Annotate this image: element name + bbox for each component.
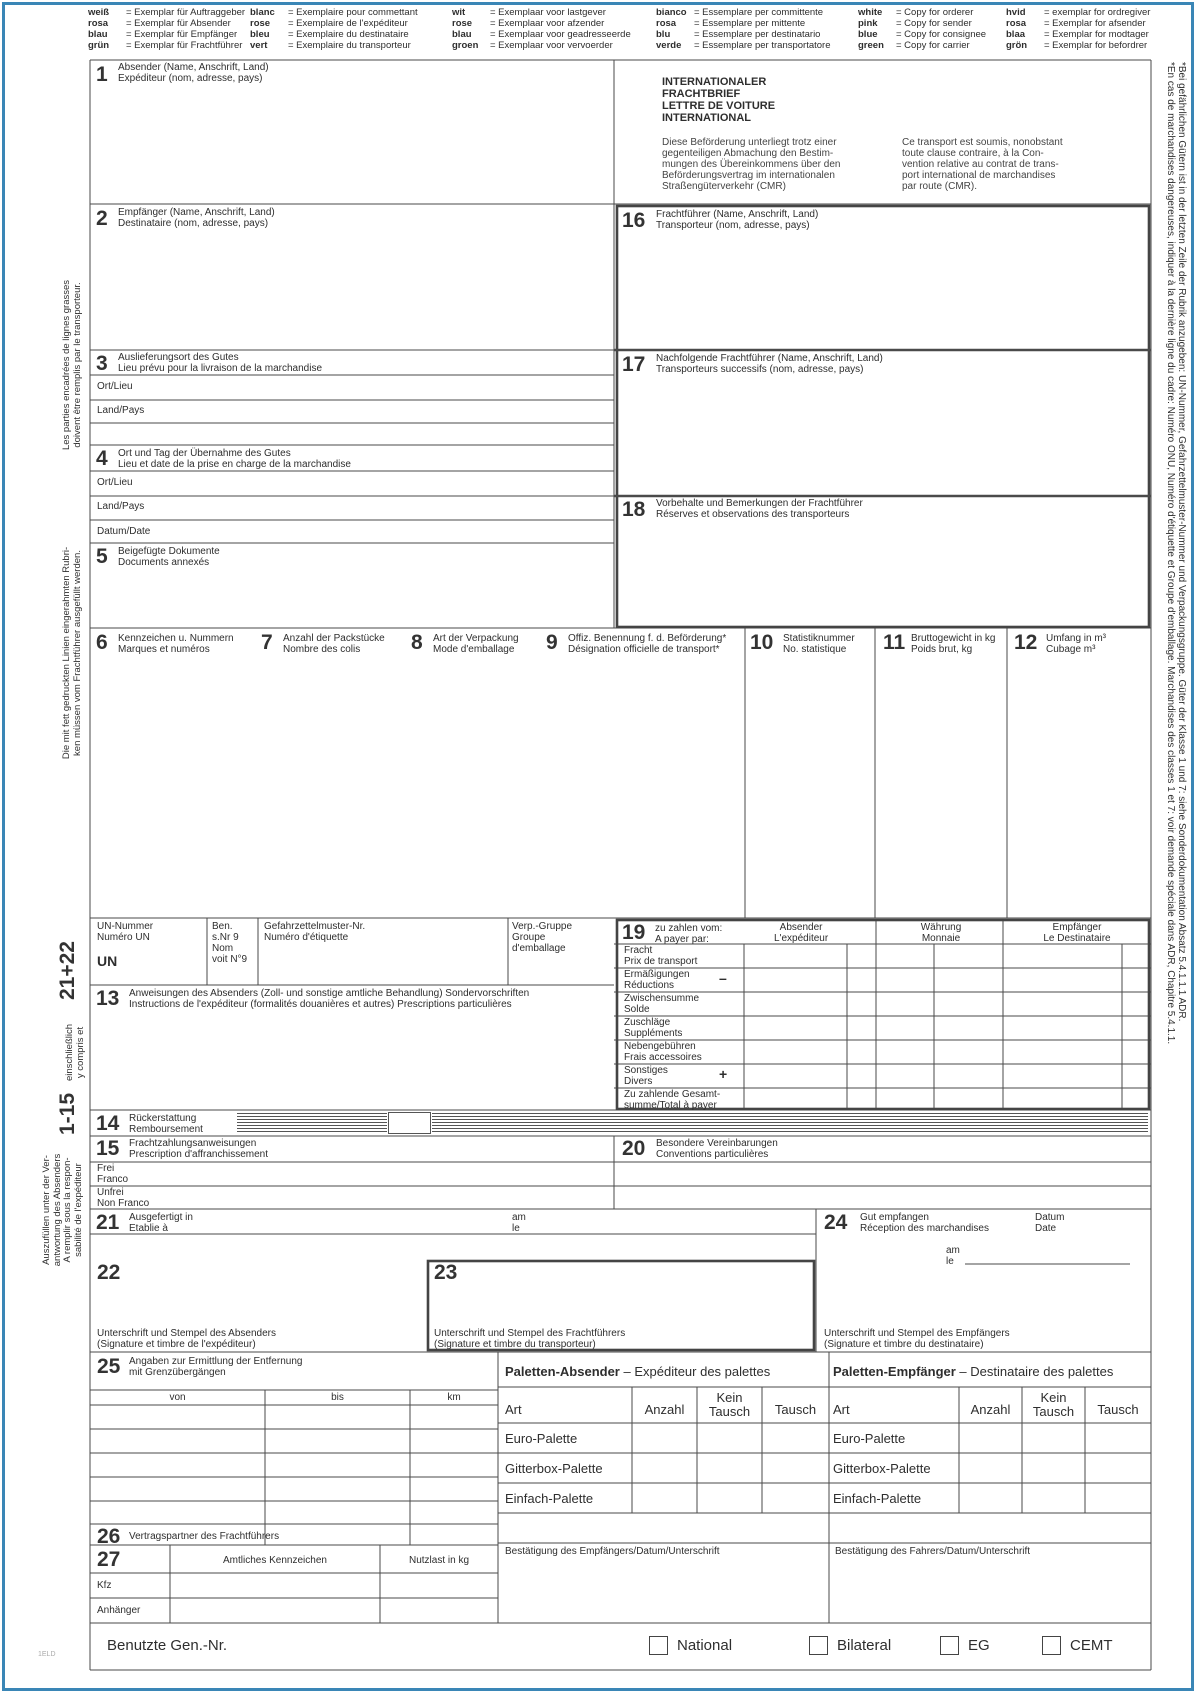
field-19-number: 19 <box>622 921 646 944</box>
takeover-place-label: Ort/Lieu <box>97 477 133 488</box>
including-note: einschließlich y compris et <box>64 1023 86 1082</box>
receipt-date-label: Datum Date <box>1035 1212 1065 1234</box>
field-9-label: Offiz. Benennung f. d. Beförderung* Désignation officielle de transport* <box>568 633 727 655</box>
designation-ref-label: Ben. s.Nr 9 Nom voit N°9 <box>212 921 248 965</box>
charge-balance: Zwischensumme Solde <box>624 993 700 1015</box>
field-16-number: 16 <box>622 209 646 232</box>
field-26-label: Vertragspartner des Frachtführers <box>129 1531 280 1542</box>
copy-purpose-3-4: = Essemplare per transportatore <box>694 40 831 51</box>
cemt-label: CEMT <box>1070 1637 1113 1654</box>
cod-hatch-left <box>237 1113 387 1133</box>
national-checkbox[interactable] <box>649 1636 668 1655</box>
sender-responsibility-note: Auszufüllen unter der Ver- antwortung des Absenders A remplir sous la respon- sabilité de l'expéditeur <box>41 1153 84 1267</box>
packing-group-label: Verp.-Gruppe Groupe d'emballage <box>512 921 573 954</box>
field-5-number: 5 <box>96 545 108 568</box>
field-23-number: 23 <box>434 1261 458 1284</box>
copy-purpose-1-3: = Exemplaire du destinataire <box>288 29 409 40</box>
carriage-forward-option[interactable]: Unfrei Non Franco <box>97 1187 150 1209</box>
field-13-label: Anweisungen des Absenders (Zoll- und sonstige amtliche Behandlung) Sondervorschriften Instructions de l'expéditeur (formalités douanières et autres) Prescriptions particulières <box>129 988 530 1010</box>
pallet-row-gitterbox-right: Gitterbox-Palette <box>833 1461 931 1476</box>
un-number-label: UN-Nummer Numéro UN <box>97 921 154 943</box>
sender-instructions-area[interactable] <box>91 1012 613 1108</box>
cemt-checkbox[interactable] <box>1042 1636 1061 1655</box>
copy-color-0-4: grün <box>88 40 110 51</box>
established-on-label: am le <box>512 1212 526 1234</box>
sender-area[interactable] <box>91 82 613 203</box>
payer-sender-column: Absender L'expéditeur <box>774 922 829 944</box>
field-9-number: 9 <box>546 631 558 654</box>
field-8-number: 8 <box>411 631 423 654</box>
copy-purpose-2-1: = Exemplaar voor lastgever <box>490 7 606 18</box>
sender-signature-label: Unterschrift und Stempel des Absenders (Signature et timbre de l'expéditeur) <box>97 1328 276 1350</box>
copy-color-5-1: hvid <box>1006 7 1026 18</box>
license-plate-header: Amtliches Kennzeichen <box>223 1555 327 1566</box>
route-km-header: km <box>447 1392 461 1403</box>
pallet-no-exchange-header-right: Kein Tausch <box>1032 1390 1075 1419</box>
copy-purpose-2-2: = Exemplaar voor afzender <box>490 18 605 29</box>
side-note-fr: Les parties encadrées de lignes grasses doivent être remplis par le transporteur. <box>61 279 83 451</box>
field-18-label: Vorbehalte und Bemerkungen der Frachtführer Réserves et observations des transporteurs <box>656 498 863 520</box>
copy-purpose-1-2: = Exemplaire de l'expéditeur <box>288 18 408 29</box>
group-1-15: 1-15 <box>56 1092 79 1135</box>
field-5-label: Beigefügte Dokumente Documents annexés <box>118 546 220 568</box>
copy-color-1-1: blanc <box>250 7 275 18</box>
field-14-label: Rückerstattung Remboursement <box>129 1113 203 1135</box>
takeover-country-label: Land/Pays <box>97 501 145 512</box>
copy-color-3-3: blu <box>656 29 671 40</box>
currency-column: Währung Monnaie <box>920 922 962 944</box>
copy-purpose-0-3: = Exemplar für Empfänger <box>126 29 238 40</box>
copy-purpose-0-1: = Exemplar für Auftraggeber <box>126 7 246 18</box>
group-21-22: 21+22 <box>56 941 79 1000</box>
charge-total: Zu zahlende Gesamt- summe/Total à payer <box>624 1089 721 1111</box>
gross-weight-area[interactable] <box>877 660 1005 916</box>
national-label: National <box>677 1637 733 1654</box>
eg-label: EG <box>968 1637 990 1654</box>
field-4-label: Ort und Tag der Übernahme des Gutes Lieu et date de la prise en charge de la marchandise <box>118 448 351 470</box>
copy-purpose-3-1: = Essemplare per committente <box>694 7 824 18</box>
eg-checkbox[interactable] <box>940 1636 959 1655</box>
bilateral-label: Bilateral <box>837 1637 892 1654</box>
form-title: INTERNATIONALER FRACHTBRIEF LETTRE DE VOITURE INTERNATIONAL <box>662 76 776 124</box>
un-prefix: UN <box>97 953 118 969</box>
volume-area[interactable] <box>1009 660 1149 916</box>
charge-misc: Sonstiges Divers <box>624 1065 668 1087</box>
reservations-area[interactable] <box>620 522 1148 626</box>
field-7-label: Anzahl der Packstücke Nombre des colis <box>283 633 385 655</box>
takeover-date-label: Datum/Date <box>97 526 151 537</box>
cod-hatch-right <box>432 1113 1148 1133</box>
field-18-number: 18 <box>622 498 646 521</box>
carrier-signature-label: Unterschrift und Stempel des Frachtführers (Signature et timbre du transporteur) <box>434 1328 626 1350</box>
field-3-number: 3 <box>96 352 108 375</box>
cmr-notice-de: Diese Beförderung unterliegt trotz einer gegenteiligen Abmachung den Bestim- mungen des Übereinkommens über den Beförderungsvertrag im internationalen Straßengüterverkehr (CMR) <box>662 137 841 192</box>
field-17-label: Nachfolgende Frachtführer (Name, Anschrift, Land) Transporteurs successifs (nom, adresse, pays) <box>656 353 883 375</box>
copy-color-3-2: rosa <box>656 18 677 29</box>
charge-reductions: Ermäßigungen Réductions <box>624 969 690 991</box>
payload-header: Nutzlast in kg <box>408 1555 470 1566</box>
field-13-number: 13 <box>96 987 120 1010</box>
receipt-date-input[interactable] <box>965 1248 1130 1264</box>
field-6-number: 6 <box>96 631 108 654</box>
sender-signature-area[interactable] <box>91 1236 424 1326</box>
cmr-notice-fr: Ce transport est soumis, nonobstant toute clause contraire, à la Con- vention relative au contrat de trans- port international de marchandises par route (CMR). <box>902 137 1063 192</box>
payer-consignee-column: Empfänger Le Destinataire <box>1043 922 1111 944</box>
copy-color-1-2: rose <box>250 18 271 29</box>
pallet-row-einfach-left: Einfach-Palette <box>505 1491 594 1506</box>
pallet-type-header-right: Art <box>833 1402 850 1417</box>
field-17-number: 17 <box>622 353 646 376</box>
copy-color-5-2: rosa <box>1006 18 1027 29</box>
copy-color-5-4: grön <box>1006 40 1028 51</box>
copy-color-2-2: rose <box>452 18 473 29</box>
copy-color-4-4: green <box>858 40 884 51</box>
label-model-label: Gefahrzettelmuster-Nr. Numéro d'étiquette <box>264 921 366 943</box>
field-11-label: Bruttogewicht in kg Poids brut, kg <box>911 633 996 655</box>
route-from-header: von <box>169 1392 186 1403</box>
carriage-paid-option[interactable]: Frei Franco <box>97 1163 129 1185</box>
copy-purpose-1-4: = Exemplaire du transporteur <box>288 40 411 51</box>
pallet-row-einfach-right: Einfach-Palette <box>833 1491 922 1506</box>
pallet-exchange-header-right: Tausch <box>1097 1402 1139 1417</box>
copy-purpose-3-2: = Essemplare per mittente <box>694 18 806 29</box>
copy-color-1-4: vert <box>250 40 268 51</box>
pallet-exchange-header-left: Tausch <box>774 1402 817 1417</box>
copy-purpose-0-4: = Exemplar für Frachtführer <box>126 40 243 51</box>
bilateral-checkbox[interactable] <box>809 1636 828 1655</box>
copy-purpose-4-4: = Copy for carrier <box>896 40 970 51</box>
consignee-area[interactable] <box>91 230 613 348</box>
copy-color-3-4: verde <box>656 40 682 51</box>
copy-color-2-1: wit <box>452 7 466 18</box>
successive-carriers-area[interactable] <box>620 377 1148 494</box>
documents-area[interactable] <box>91 572 613 626</box>
copy-purpose-4-3: = Copy for consignee <box>896 29 987 40</box>
copy-purpose-1-1: = Exemplaire pour commettant <box>288 7 418 18</box>
copy-purpose-3-3: = Essemplare per destinatario <box>694 29 821 40</box>
copy-color-0-1: weiß <box>88 7 110 18</box>
field-20-label: Besondere Vereinbarungen Conventions particulières <box>656 1138 778 1160</box>
copy-color-4-3: blue <box>858 29 878 40</box>
copy-purpose-2-4: = Exemplaar voor vervoerder <box>490 40 613 51</box>
copy-color-2-3: blau <box>452 29 472 40</box>
copy-purpose-4-2: = Copy for sender <box>896 18 972 29</box>
copy-color-1-3: bleu <box>250 29 270 40</box>
pallet-consignee-confirmation: Bestätigung des Empfängers/Datum/Unterschrift <box>505 1546 720 1557</box>
delivery-country-label: Land/Pays <box>97 405 145 416</box>
field-14-number: 14 <box>96 1112 120 1135</box>
field-4-number: 4 <box>96 447 108 470</box>
pallet-driver-confirmation: Bestätigung des Fahrers/Datum/Unterschrift <box>835 1546 1031 1557</box>
copy-purpose-5-3: = Exemplar for modtager <box>1044 29 1149 40</box>
field-12-number: 12 <box>1014 631 1038 654</box>
copy-purpose-5-4: = Exemplar for befordrer <box>1044 40 1148 51</box>
field-21-number: 21 <box>96 1211 120 1234</box>
copy-purpose-0-2: = Exemplar für Absender <box>126 18 231 29</box>
field-25-number: 25 <box>97 1355 121 1378</box>
field-10-number: 10 <box>750 631 774 654</box>
field-26-number: 26 <box>97 1525 121 1548</box>
field-2-number: 2 <box>96 207 108 230</box>
field-1-label: Absender (Name, Anschrift, Land) Expéditeur (nom, adresse, pays) <box>118 62 269 84</box>
pallet-row-euro-right: Euro-Palette <box>833 1431 906 1446</box>
trailer-label: Anhänger <box>97 1605 141 1616</box>
pallet-row-euro-left: Euro-Palette <box>505 1431 578 1446</box>
route-to-header: bis <box>331 1392 344 1403</box>
pallet-receiver-title: Paletten-Empfänger – Destinataire des palettes <box>833 1364 1114 1379</box>
field-25-label: Angaben zur Ermittlung der Entfernung mit Grenzübergängen <box>129 1356 303 1378</box>
cash-on-delivery-input[interactable] <box>388 1112 431 1134</box>
copy-purpose-2-3: = Exemplaar voor geadresseerde <box>490 29 631 40</box>
field-8-label: Art der Verpackung Mode d'emballage <box>433 633 519 655</box>
field-15-number: 15 <box>96 1137 120 1160</box>
goods-description-area[interactable] <box>91 660 743 916</box>
truck-label: Kfz <box>97 1580 112 1591</box>
field-7-number: 7 <box>261 631 273 654</box>
consignee-signature-label: Unterschrift und Stempel des Empfängers (Signature et timbre du destinataire) <box>824 1328 1010 1350</box>
plus-sign: + <box>719 1066 728 1082</box>
field-1-number: 1 <box>96 63 108 86</box>
field-3-label: Auslieferungsort des Gutes Lieu prévu pour la livraison de la marchandise <box>118 352 323 374</box>
field-10-label: Statistiknummer No. statistique <box>783 633 855 655</box>
form-code: 1ELD <box>38 1651 56 1658</box>
receipt-on-label: am le <box>946 1245 960 1267</box>
delivery-place-label: Ort/Lieu <box>97 381 133 392</box>
charge-additional: Nebengebühren Frais accessoires <box>624 1041 702 1063</box>
field-2-label: Empfänger (Name, Anschrift, Land) Destinataire (nom, adresse, pays) <box>118 207 275 229</box>
carrier-signature-area[interactable] <box>432 1286 810 1326</box>
charge-supplements: Zuschläge Suppléments <box>624 1017 683 1039</box>
pallet-sender-title: Paletten-Absender – Expéditeur des palettes <box>505 1364 771 1379</box>
pallet-count-header-left: Anzahl <box>644 1402 685 1417</box>
copy-color-0-2: rosa <box>88 18 109 29</box>
copy-color-3-1: bianco <box>656 7 687 18</box>
pallet-type-header-left: Art <box>505 1402 522 1417</box>
copy-purpose-4-1: = Copy for orderer <box>896 7 974 18</box>
copy-purpose-5-2: = Exemplar for afsender <box>1044 18 1146 29</box>
minus-sign: – <box>719 970 727 986</box>
special-agreements-area[interactable] <box>616 1162 1150 1208</box>
field-20-number: 20 <box>622 1137 646 1160</box>
copy-color-4-1: white <box>858 7 883 18</box>
used-gen-number-label: Benutzte Gen.-Nr. <box>107 1637 228 1654</box>
copy-color-5-3: blaa <box>1006 29 1026 40</box>
field-27-number: 27 <box>97 1548 121 1571</box>
statistical-number-area[interactable] <box>747 660 873 916</box>
field-15-label: Frachtzahlungsanweisungen Prescription d'affranchissement <box>129 1138 269 1160</box>
copy-purpose-5-1: = exemplar for ordregiver <box>1044 7 1151 18</box>
side-note-de: Die mit fett gedruckten Linien eingerahmten Rubri- ken müssen vom Frachtführer ausgefüllt werden. <box>61 546 83 760</box>
field-24-label: Gut empfangen Réception des marchandises <box>860 1212 989 1234</box>
pallet-count-header-right: Anzahl <box>970 1402 1011 1417</box>
field-12-label: Umfang in m³ Cubage m³ <box>1046 633 1107 655</box>
field-22-number: 22 <box>97 1261 121 1284</box>
dangerous-goods-note: *Bei gefährlichen Gütern ist in der letzten Zeile der Rubrik anzugeben: UN-Nummer, Gefahrzettelmuster-Nummer und Verpackungsgruppe. Güter der Klasse 1 und 7: siehe Sonderdokumentation Absatz 5.4.1.1.1 ADR. *En cas de marchandises dangereuses, indiquer à la dernière ligne du cadre: Numéro ONU, Numéro d'étiquette et Groupe d'emballage. Marchandises des classes 1 et 7: voir demande spéciale dans ADR, Chapitre 5.4.1.1. <box>1165 62 1187 1045</box>
copy-color-0-3: blau <box>88 29 108 40</box>
copy-color-4-2: pink <box>858 18 878 29</box>
pallet-row-gitterbox-left: Gitterbox-Palette <box>505 1461 603 1476</box>
field-6-label: Kennzeichen u. Nummern Marques et numéros <box>118 633 234 655</box>
field-21-label: Ausgefertigt in Etablie à <box>129 1212 193 1234</box>
field-24-number: 24 <box>824 1211 848 1234</box>
carrier-area[interactable] <box>620 232 1148 348</box>
field-19-label: zu zahlen vom: A payer par: <box>655 923 723 945</box>
copy-color-2-4: groen <box>452 40 479 51</box>
field-16-label: Frachtführer (Name, Anschrift, Land) Transporteur (nom, adresse, pays) <box>656 209 819 231</box>
field-11-number: 11 <box>883 631 906 654</box>
charge-freight: Fracht Prix de transport <box>624 945 698 967</box>
pallet-no-exchange-header-left: Kein Tausch <box>708 1390 751 1419</box>
